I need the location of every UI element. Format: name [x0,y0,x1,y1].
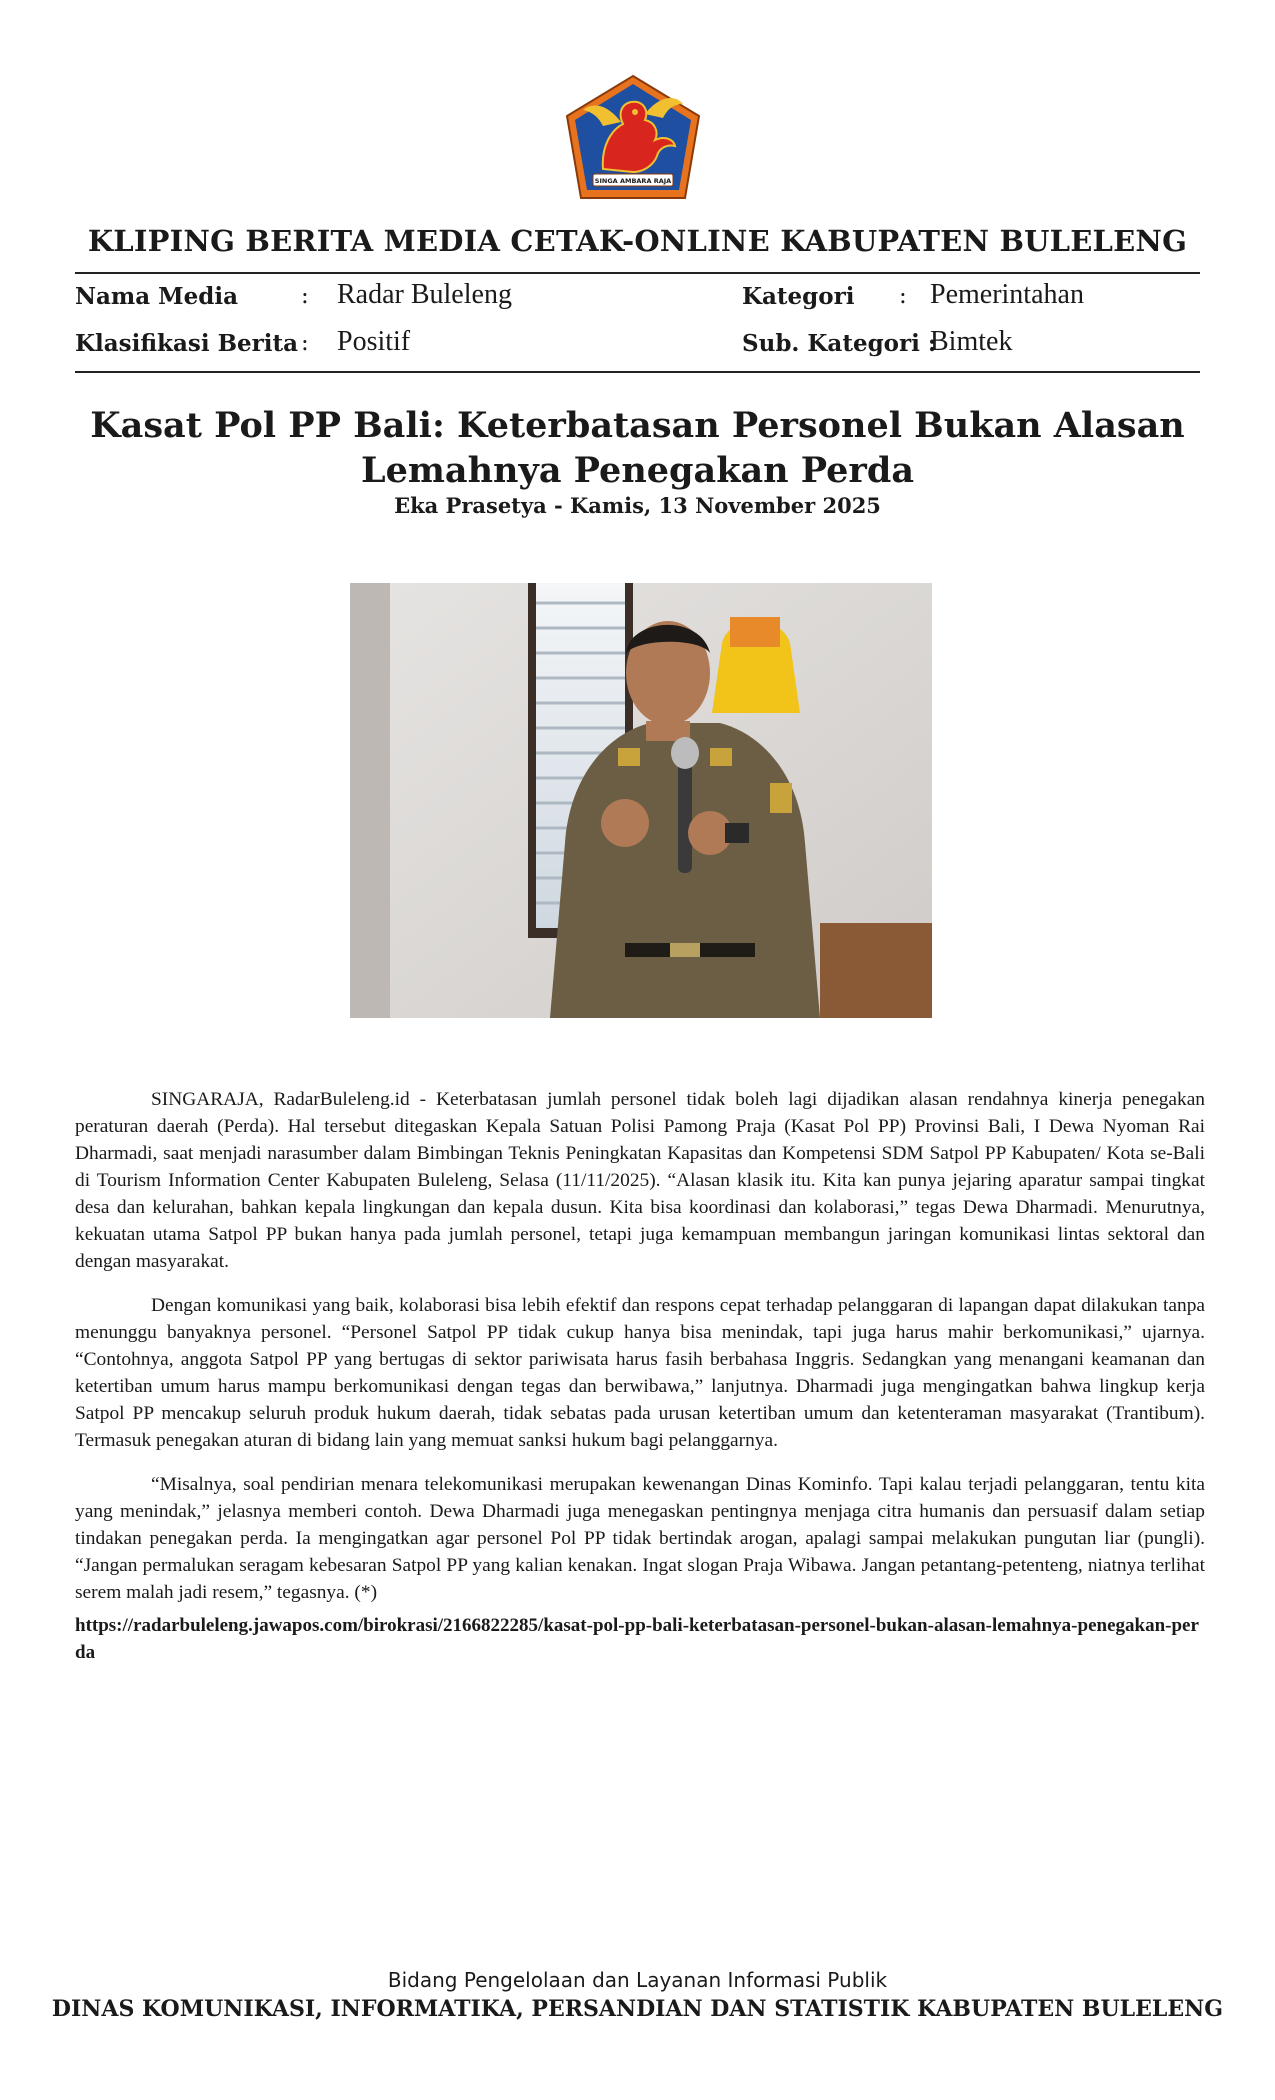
kategori-value: Pemerintahan [930,279,1084,310]
article-source-url: https://radarbuleleng.jawapos.com/birokrasi/2166822285/kasat-pol-pp-bali-keterbatasan-personel-bukan-alasan-lemahnya-penegakan-perda [75,1615,1199,1663]
article-paragraph: SINGARAJA, RadarBuleleng.id - Keterbatasan jumlah personel tidak boleh lagi dijadikan alasan rendahnya kinerja penegakan peraturan daerah (Perda). Hal tersebut ditegaskan Kepala Satuan Polisi Pamong Praja (Kasat Pol PP) Provinsi Bali, I Dewa Nyoman Rai Dharmadi, saat menjadi narasumber dalam Bimbingan Teknis Peningkatan Kapasitas dan Kompetensi SDM Satpol PP Kabupaten/ Kota se-Bali di Tourism Information Center Kabupaten Buleleng, Selasa (11/11/2025). “Alasan klasik itu. Kita kan punya jejaring aparatur sampai tingkat desa dan kelurahan, bahkan kepala lingkungan dan kepala dusun. Kita bisa koordinasi dan kolaborasi,” tegas Dewa Dharmadi. Menurutnya, kekuatan utama Satpol PP bukan hanya pada jumlah personel, tetapi juga kemampuan membangun jaringan komunikasi lintas sektoral dan dengan masyarakat. [75,1089,1205,1272]
media-label: Nama Media [75,283,238,310]
header-top-rule [75,272,1200,274]
footer-department: Bidang Pengelolaan dan Layanan Informasi Publik [387,1968,888,1992]
speaker-with-microphone-photo-icon [350,583,932,1018]
klasifikasi-label: Klasifikasi Berita [75,330,299,357]
klasifikasi-colon: : [301,330,309,356]
article-body [75,1086,1205,1623]
singa-ambara-raja-logo-icon [563,74,703,202]
media-colon: : [301,283,309,309]
subkategori-label: Sub. Kategori : [742,330,937,357]
kategori-label: Kategori [742,283,855,310]
kategori-colon: : [899,283,907,309]
article-byline: Eka Prasetya - Kamis, 13 November 2025 [394,493,881,518]
logo-caption: SINGA AMBARA RAJA [594,177,672,185]
footer-agency: DINAS KOMUNIKASI, INFORMATIKA, PERSANDIAN DAN STATISTIK KABUPATEN BULELENG [51,1996,1224,2022]
article-paragraph: “Misalnya, soal pendirian menara telekomunikasi merupakan kewenangan Dinas Kominfo. Tapi kalau terjadi pelanggaran, tentu kita yang menindak,” jelasnya memberi contoh. Dewa Dharmadi juga menegaskan pentingnya menjaga citra humanis dan persuasif dalam setiap tindakan penegakan perda. Ia mengingatkan agar personel Pol PP tidak bertindak arogan, apalagi sampai melakukan pungutan liar (pungli). “Jangan permalukan seragam kebesaran Satpol PP yang kalian kenakan. Ingat slogan Praja Wibawa. Jangan petantang-petenteng, niatnya terlihat serem malah jadi resem,” tegasnya. (*) [75,1474,1205,1603]
media-value: Radar Buleleng [337,279,512,310]
klasifikasi-value: Positif [337,326,411,357]
subkategori-value: Bimtek [930,326,1013,357]
article-title: Kasat Pol PP Bali: Keterbatasan Personel Bukan Alasan Lemahnya Penegakan Perda [90,405,1185,491]
document-header-title: KLIPING BERITA MEDIA CETAK-ONLINE KABUPATEN BULELENG [87,224,1188,258]
article-paragraph: Dengan komunikasi yang baik, kolaborasi bisa lebih efektif dan respons cepat terhadap pelanggaran di lapangan dapat dilakukan tanpa menunggu banyaknya personel. “Personel Satpol PP tidak cukup hanya bisa menindak, tapi juga harus mahir berkomunikasi,” ujarnya. “Contohnya, anggota Satpol PP yang bertugas di sektor pariwisata harus fasih berbahasa Inggris. Sedangkan yang menangani keamanan dan ketertiban umum harus mampu berkomunikasi dengan tegas dan berwibawa,” lanjutnya. Dharmadi juga mengingatkan bahwa lingkup kerja Satpol PP mencakup seluruh produk hukum daerah, tidak sebatas pada urusan ketertiban umum dan ketenteraman masyarakat (Trantibum). Termasuk penegakan aturan di bidang lain yang memuat sanksi hukum bagi pelanggarnya. [75,1295,1205,1451]
header-bottom-rule [75,371,1200,373]
